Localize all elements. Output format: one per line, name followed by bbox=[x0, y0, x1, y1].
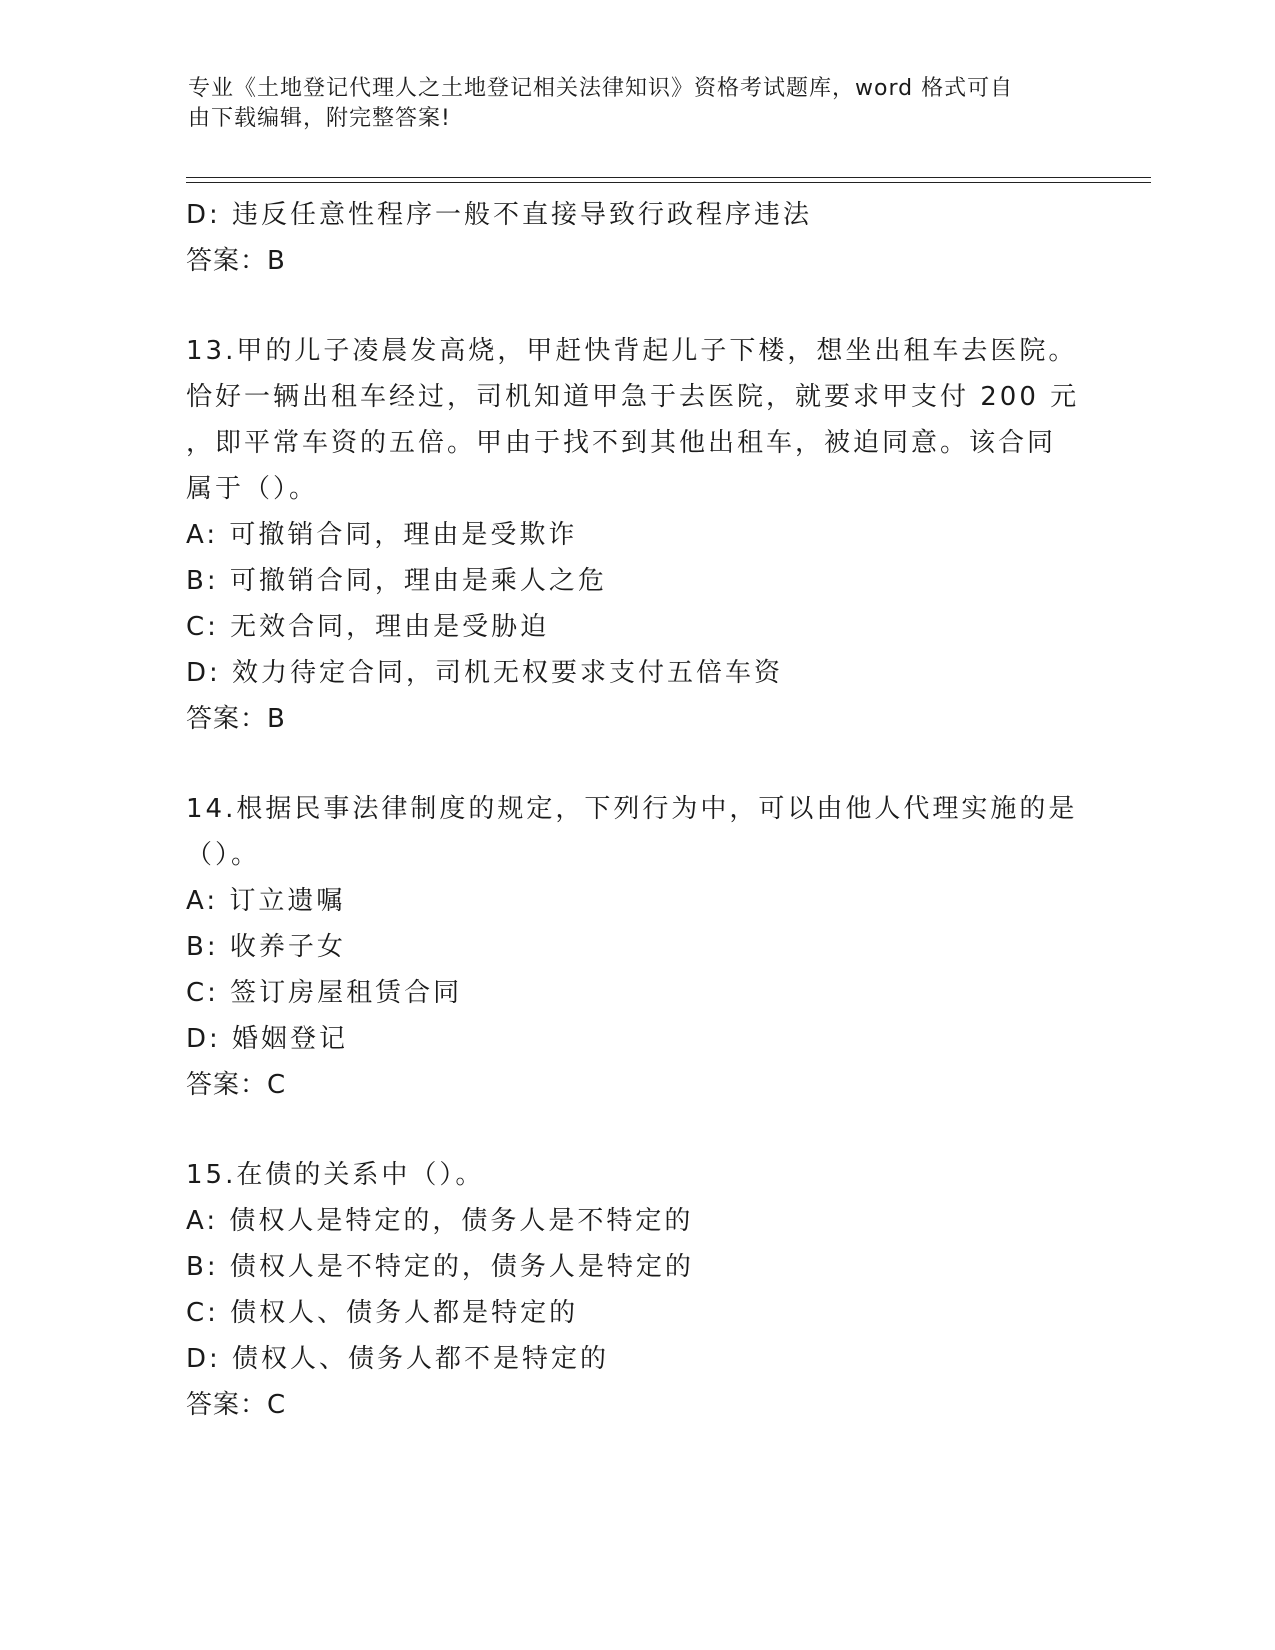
question-13-text-line: 恰好一辆出租车经过，司机知道甲急于去医院，就要求甲支付 200 元 bbox=[186, 382, 1080, 412]
question-15-option-c: C: 债权人、债务人都是特定的 bbox=[186, 1298, 579, 1328]
question-15-option-d: D: 债权人、债务人都不是特定的 bbox=[186, 1344, 610, 1374]
prev-answer: 答案：B bbox=[186, 246, 286, 276]
question-15-text-line: 15.在债的关系中（）。 bbox=[186, 1160, 485, 1190]
question-13-option-c: C: 无效合同，理由是受胁迫 bbox=[186, 612, 550, 642]
question-14-option-d: D: 婚姻登记 bbox=[186, 1024, 349, 1054]
question-14-text-line: （）。 bbox=[186, 840, 261, 870]
prev-option-d: D: 违反任意性程序一般不直接导致行政程序违法 bbox=[186, 200, 813, 230]
question-14-option-b: B: 收养子女 bbox=[186, 932, 346, 962]
question-content bbox=[186, 192, 1086, 1428]
spacer bbox=[186, 1108, 1086, 1152]
question-15 bbox=[186, 1152, 1076, 1198]
header-line-1: 专业《土地登记代理人之土地登记相关法律知识》资格考试题库，word 格式可自 bbox=[188, 76, 1014, 101]
question-14-text-line: 14.根据民事法律制度的规定，下列行为中，可以由他人代理实施的是 bbox=[186, 794, 1078, 824]
header-rule-bottom bbox=[186, 182, 1151, 183]
question-15-answer: 答案：C bbox=[186, 1390, 287, 1420]
question-13-option-d: D: 效力待定合同，司机无权要求支付五倍车资 bbox=[186, 658, 784, 688]
page-header bbox=[188, 74, 1068, 134]
question-14-answer: 答案：C bbox=[186, 1070, 287, 1100]
question-13-option-a: A: 可撤销合同，理由是受欺诈 bbox=[186, 520, 578, 550]
header-line-2: 由下载编辑，附完整答案! bbox=[188, 106, 451, 131]
question-15-option-b: B: 债权人是不特定的，债务人是特定的 bbox=[186, 1252, 694, 1282]
question-13 bbox=[186, 328, 1080, 512]
header-rule-top bbox=[186, 177, 1151, 178]
question-13-text-line: 属于（）。 bbox=[186, 474, 319, 504]
spacer bbox=[186, 742, 1086, 786]
question-13-text-line: ，即平常车资的五倍。甲由于找不到其他出租车，被迫同意。该合同 bbox=[186, 428, 1057, 458]
question-13-text-line: 13.甲的儿子凌晨发高烧，甲赶快背起儿子下楼，想坐出租车去医院。 bbox=[186, 336, 1078, 366]
question-13-answer: 答案：B bbox=[186, 704, 286, 734]
question-13-option-b: B: 可撤销合同，理由是乘人之危 bbox=[186, 566, 607, 596]
question-14 bbox=[186, 786, 1076, 878]
question-15-option-a: A: 债权人是特定的，债务人是不特定的 bbox=[186, 1206, 694, 1236]
question-14-option-a: A: 订立遗嘱 bbox=[186, 886, 346, 916]
question-14-option-c: C: 签订房屋租赁合同 bbox=[186, 978, 463, 1008]
spacer bbox=[186, 284, 1086, 328]
